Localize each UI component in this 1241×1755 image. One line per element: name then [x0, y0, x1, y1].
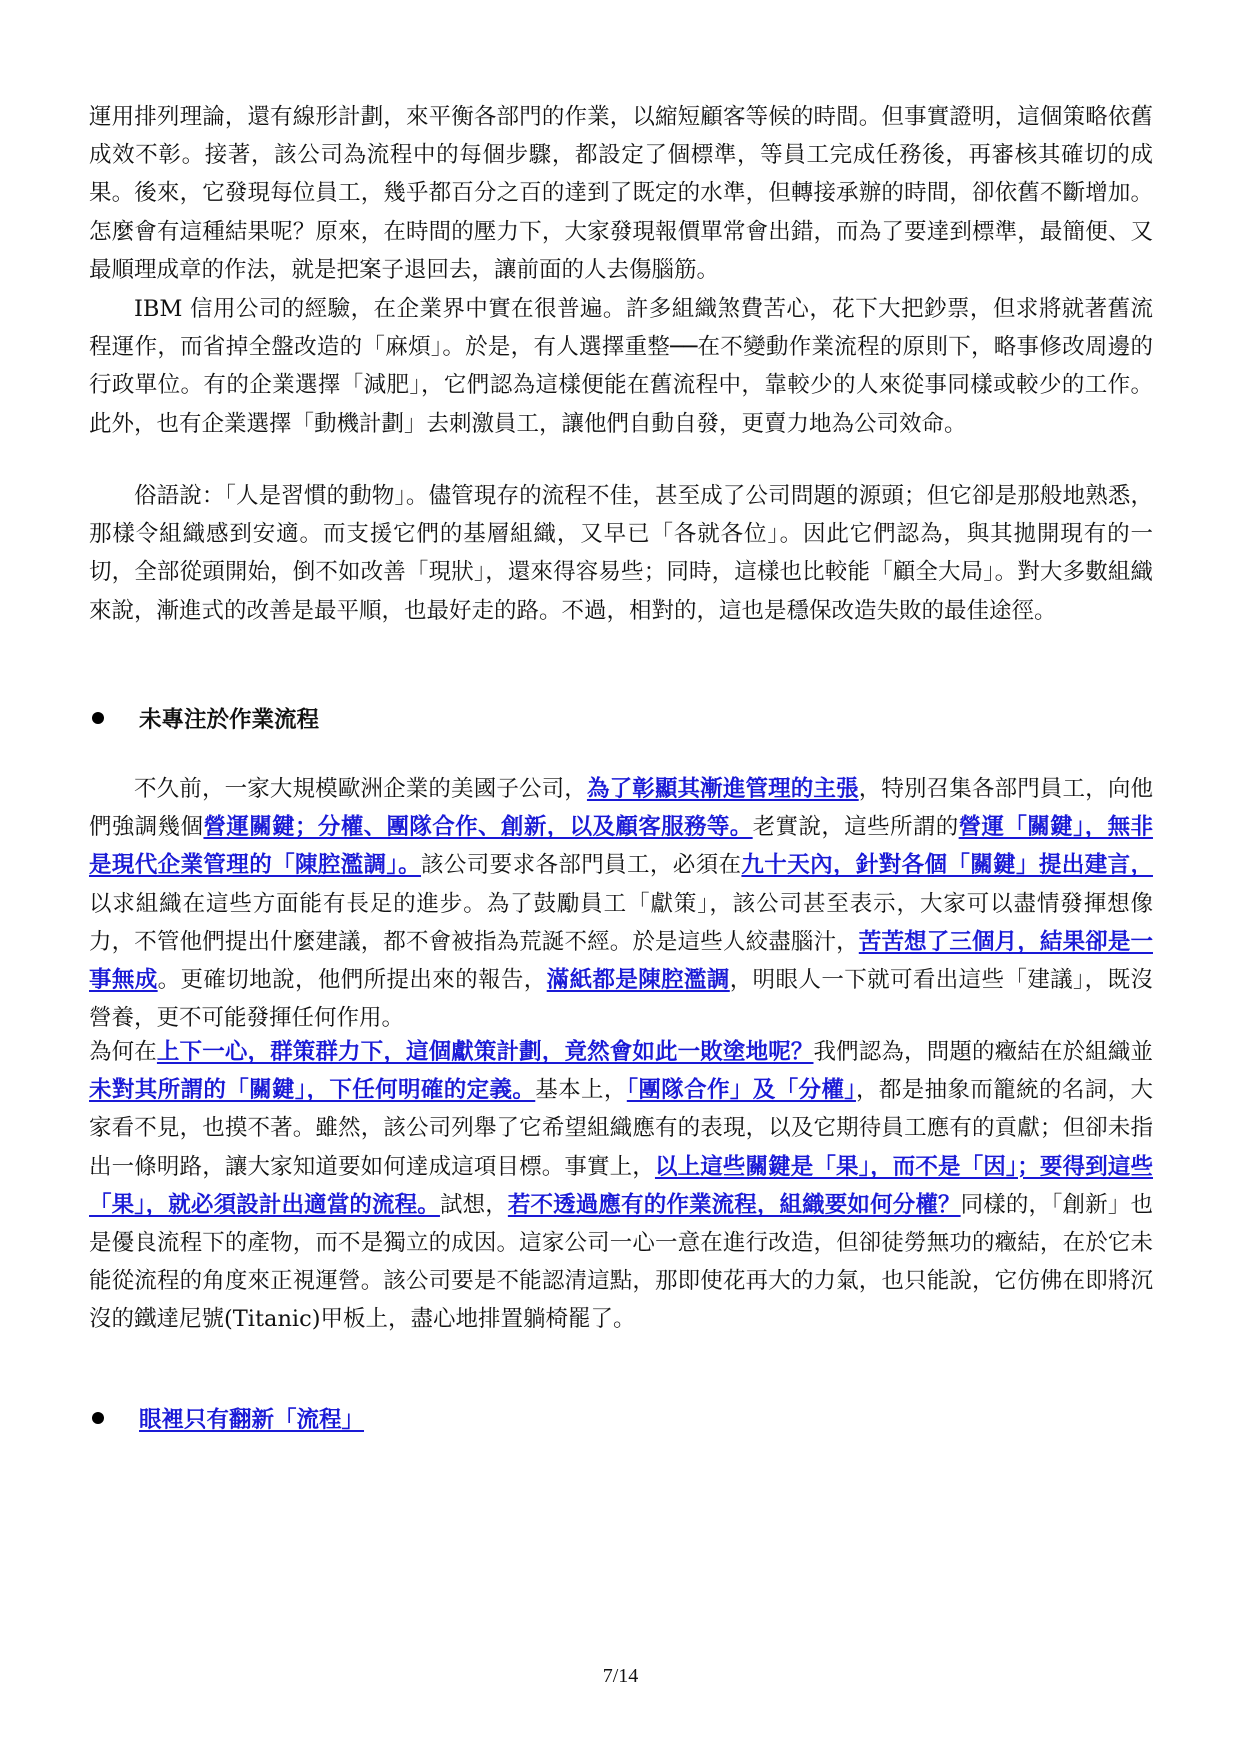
paragraph-why-failed [89, 1033, 1153, 1339]
hyperlink[interactable]: 苦苦想了三個月，結果卻是一事無成 [89, 928, 1153, 994]
text-run: 該公司要求各部門員工，必須在 [421, 852, 742, 879]
page-number: 7/14 [602, 1665, 639, 1687]
text-run: 試想， [439, 1191, 508, 1218]
bullet-icon [92, 1412, 104, 1424]
hyperlink[interactable]: 以上這些關鍵是「果」，而不是「因」；要得到這些「果」，就必須設計出適當的流程。 [89, 1153, 1153, 1218]
text-run: 我們認為，問題的癥結在於組織並 [813, 1039, 1153, 1065]
hyperlink[interactable]: 若不透過應有的作業流程，組織要如何分權？ [507, 1191, 961, 1218]
hyperlink[interactable]: 營運關鍵；分權、團隊合作、創新，以及顧客服務等。 [203, 814, 753, 841]
hyperlink[interactable]: 營運「關鍵」，無非是現代企業管理的「陳腔濫調」。 [89, 814, 1153, 879]
hyperlink[interactable]: 九十天內，針對各個「關鍵」提出建言， [741, 852, 1153, 879]
heading-link[interactable]: 眼裡只有翻新「流程」 [139, 1407, 365, 1433]
hyperlink[interactable]: 為了彰顯其漸進管理的主張 [586, 776, 859, 802]
paragraph-habit: 俗語說：「人是習慣的動物」。儘管現存的流程不佳，甚至成了公司問題的源頭；但它卻是那般地熟悉，那樣令組織感到安適。而支援它們的基層組織，又早已「各就各位」。因此它們認為，與其拋開現有的一切，全部從頭開始，倒不如改善「現狀」，還來得容易些；同時，這樣也比較能「顧全大局」。對大多數組織來說，漸進式的改善是最平順，也最好走的路。不過，相對的，這也是穩保改造失敗的最佳途徑。 [89, 483, 1153, 624]
text-run: ，特別召集各部門員工，向他們強調幾個 [89, 776, 1153, 841]
paragraph-queue-theory: 運用排列理論，還有線形計劃，來平衡各部門的作業，以縮短顧客等候的時間。但事實證明，這個策略依舊成效不彰。接著，該公司為流程中的每個步驟，都設定了個標準，等員工完成任務後，再審核其確切的成果。後來，它發現每位員工，幾乎都百分之百的達到了既定的水準，但轉接承辦的時間，卻依舊不斷增加。怎麼會有這種結果呢？原來，在時間的壓力下，大家發現報價單常會出錯，而為了要達到標準，最簡便、又最順理成章的作法，就是把案子退回去，讓前面的人去傷腦筋。 [89, 104, 1153, 283]
text-run: 基本上， [535, 1077, 627, 1104]
bullet-icon [92, 712, 104, 724]
text-run: ，都是抽象而籠統的名詞，大家看不見，也摸不著。雖然，該公司列舉了它希望組織應有的表現，以及它期待員工應有的貢獻；但卻未指出一條明路，讓大家知道要如何達成這項目標。事實上， [89, 1077, 1153, 1180]
hyperlink[interactable]: 未對其所謂的「關鍵」，下任何明確的定義。 [89, 1077, 536, 1104]
paragraph-european-subsidiary [89, 770, 1153, 1037]
text-run: 以求組織在這些方面能有長足的進步。為了鼓勵員工「獻策」，該公司甚至表示，大家可以盡情發揮想像力，不管他們提出什麼建議，都不會被指為荒誕不經。於是這些人絞盡腦汁， [89, 890, 1153, 955]
section-heading-process-focus [89, 698, 1153, 738]
hyperlink[interactable]: 滿紙都是陳腔濫調 [546, 967, 730, 994]
text-run: ，明眼人一下就可看出這些「建議」，既沒營養，更不可能發揮任何作用。 [89, 967, 1153, 1032]
hyperlink[interactable]: 「團隊合作」及「分權」 [626, 1077, 856, 1104]
heading-text: 未專注於作業流程 [139, 707, 320, 733]
text-run: 同樣的，「創新」也是優良流程下的產物，而不是獨立的成因。這家公司一心一意在進行改造，但卻徒勞無功的癥結，在於它未能從流程的角度來正視運營。該公司要是不能認清這點，那即使花再大的力氣，也只能說，它仿佛在即將沉沒的鐵達尼號(Titanic)甲板上，盡心地排置躺椅罷了。 [89, 1191, 1153, 1333]
text-run: 老實說，這些所謂的 [752, 814, 959, 841]
text-run: 不久前，一家大規模歐洲企業的美國子公司， [134, 776, 587, 802]
text-run: 為何在 [89, 1039, 157, 1065]
paragraph-ibm-credit: IBM 信用公司的經驗，在企業界中實在很普遍。許多組織煞費苦心，花下大把鈔票，但求將就著舊流程運作，而省掉全盤改造的「麻煩」。於是，有人選擇重整──在不變動作業流程的原則下，略事修改周邊的行政單位。有的企業選擇「減肥」，它們認為這樣便能在舊流程中，靠較少的人來從事同樣或較少的工作。此外，也有企業選擇「動機計劃」去刺激員工，讓他們自動自發，更賣力地為公司效命。 [89, 296, 1153, 437]
section-heading-renew-process[interactable] [89, 1398, 1153, 1438]
hyperlink[interactable]: 上下一心，群策群力下，這個獻策計劃，竟然會如此一敗塗地呢？ [156, 1039, 814, 1065]
text-run: 。更確切地說，他們所提出來的報告， [157, 967, 547, 994]
